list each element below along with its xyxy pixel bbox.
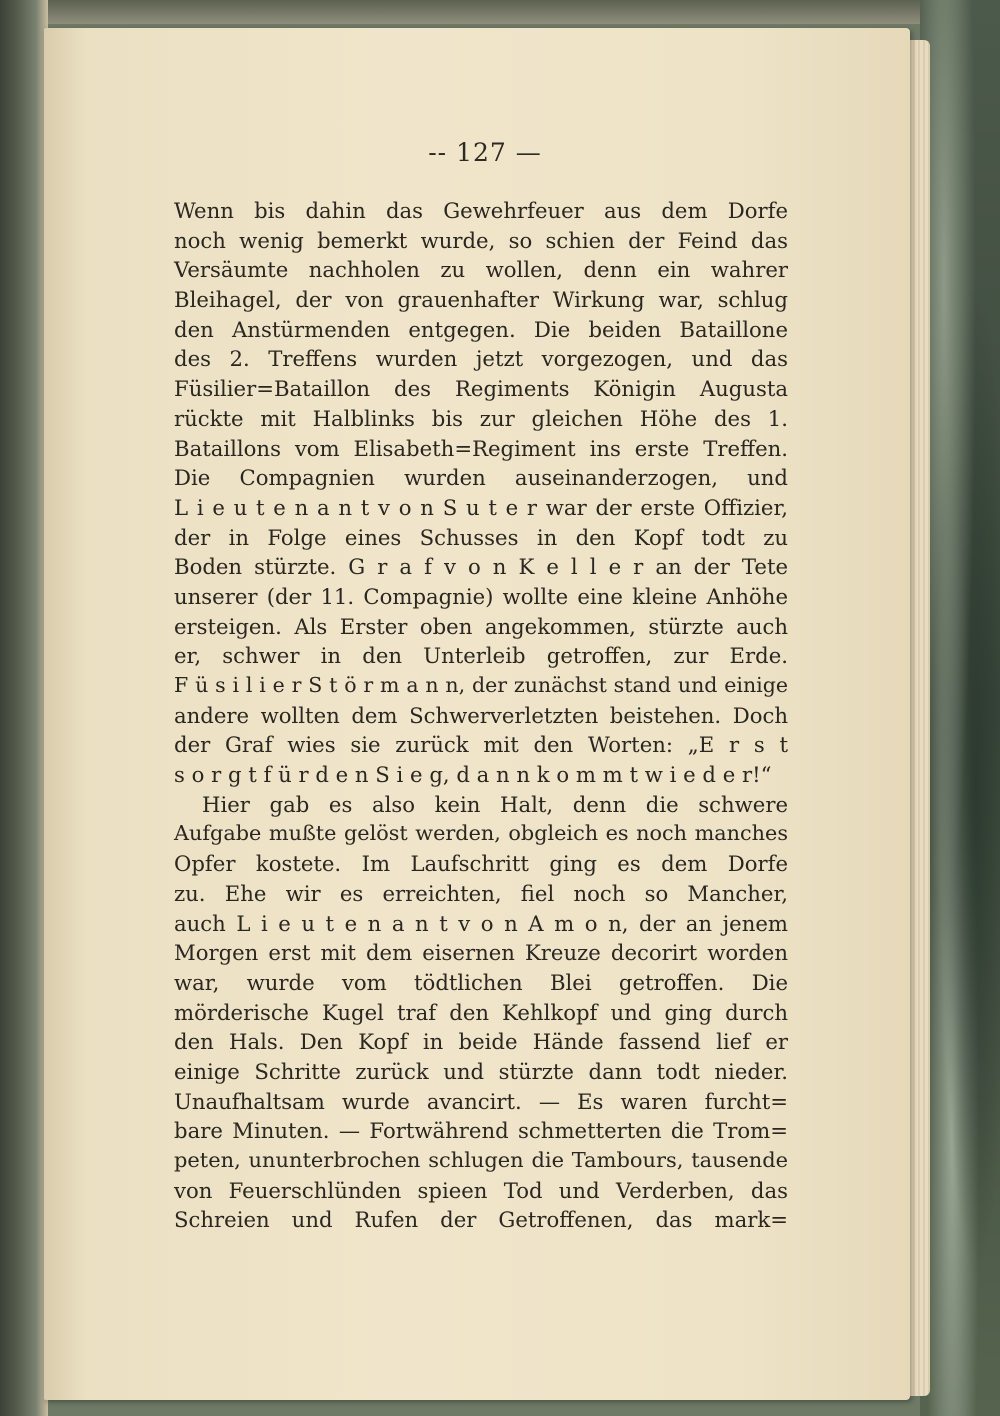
body-text	[174, 196, 788, 1235]
text-line: Bataillons vom Elisabeth=Regiment ins erste Treffen.	[174, 435, 788, 461]
text-line: Füsilier=Bataillon des Regiments Königin Augusta	[174, 376, 788, 402]
text-line-indented: Hier gab es also kein Halt, denn die schwere	[202, 791, 788, 817]
text-line: andere wollten dem Schwerverletzten beistehen. Doch	[174, 702, 788, 728]
book-binding	[0, 0, 48, 1416]
text-line: den Hals. Den Kopf in beide Hände fassend lief er	[174, 1029, 788, 1055]
text-line: Boden stürzte. G r a f v o n K e l l e r an der Tete	[174, 554, 788, 580]
text-line: er, schwer in den Unterleib getroffen, zur Erde.	[174, 643, 788, 669]
text-line: Die Compagnien wurden auseinanderzogen, und	[174, 465, 788, 491]
page-number: -- 127 —	[428, 138, 542, 167]
text-line: Morgen erst mit dem eisernen Kreuze decorirt worden	[174, 940, 788, 966]
text-line: noch wenig bemerkt wurde, so schien der Feind das	[174, 227, 788, 253]
text-line: Wenn bis dahin das Gewehrfeuer aus dem Dorfe	[174, 198, 788, 223]
text-line: des 2. Treffens wurden jetzt vorgezogen, und das	[174, 346, 788, 372]
text-line: rückte mit Halblinks bis zur gleichen Höhe des 1.	[174, 405, 788, 431]
text-line: der in Folge eines Schusses in den Kopf todt zu	[174, 524, 788, 550]
text-line: F ü s i l i e r S t ö r m a n n, der zunächst stand und einige	[174, 673, 788, 697]
text-line: L i e u t e n a n t v o n S u t e r war der erste Offizier,	[174, 494, 788, 520]
text-line: Unaufhaltsam wurde avancirt. — Es waren furcht=	[174, 1088, 788, 1114]
text-line: s o r g t f ü r d e n S i e g, d a n n k o m m t w i e d e r!“	[174, 762, 772, 788]
text-line: Aufgabe mußte gelöst werden, obgleich es noch manches	[174, 821, 788, 846]
text-line: den Anstürmenden entgegen. Die beiden Bataillone	[174, 316, 788, 342]
text-line: Versäumte nachholen zu wollen, denn ein wahrer	[174, 257, 788, 283]
text-line: einige Schritte zurück und stürzte dann todt nieder.	[174, 1058, 788, 1084]
book-cover-marbled	[920, 0, 1000, 1416]
text-line: von Feuerschlünden spieen Tod und Verderben, das	[174, 1177, 788, 1203]
text-line: Opfer kostete. Im Laufschritt ging es dem Dorfe	[174, 851, 788, 877]
text-line: der Graf wies sie zurück mit den Worten: „E r s t	[174, 732, 788, 758]
text-line: zu. Ehe wir es erreichten, fiel noch so Mancher,	[174, 880, 788, 906]
text-line: unserer (der 11. Compagnie) wollte eine kleine Anhöhe	[174, 583, 788, 609]
text-line: war, wurde vom tödtlichen Blei getroffen. Die	[174, 969, 788, 995]
text-line: Bleihagel, der von grauenhafter Wirkung war, schlug	[174, 287, 788, 313]
text-line: mörderische Kugel traf den Kehlkopf und ging durch	[174, 999, 788, 1025]
text-line: auch L i e u t e n a n t v o n A m o n, der an jenem	[174, 910, 788, 936]
text-line: peten, ununterbrochen schlugen die Tambours, tausende	[174, 1148, 788, 1172]
text-line: Schreien und Rufen der Getroffenen, das mark=	[174, 1207, 788, 1233]
book-top-edge	[0, 0, 1000, 24]
text-line: bare Minuten. — Fortwährend schmetterten die Trom=	[174, 1118, 788, 1144]
text-line: ersteigen. Als Erster oben angekommen, stürzte auch	[174, 613, 788, 639]
